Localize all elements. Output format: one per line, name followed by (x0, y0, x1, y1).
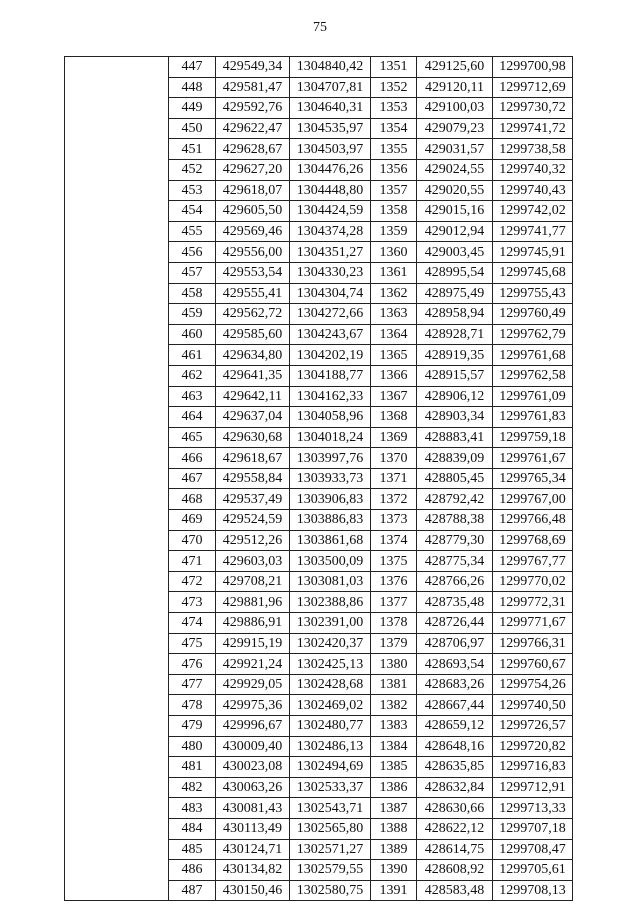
point-number-cell: 471 (169, 551, 216, 572)
x-coordinate-cell: 429630,68 (216, 427, 290, 448)
point-number-cell: 448 (169, 77, 216, 98)
y-coordinate-cell: 1303933,73 (290, 468, 371, 489)
x-coordinate-cell: 428635,85 (417, 757, 493, 778)
point-number-cell: 1363 (371, 304, 417, 325)
x-coordinate-cell: 429558,84 (216, 468, 290, 489)
x-coordinate-cell: 428805,45 (417, 468, 493, 489)
point-number-cell: 1383 (371, 716, 417, 737)
point-number-cell: 458 (169, 283, 216, 304)
y-coordinate-cell: 1303081,03 (290, 571, 371, 592)
y-coordinate-cell: 1303500,09 (290, 551, 371, 572)
point-number-cell: 1355 (371, 139, 417, 160)
point-number-cell: 451 (169, 139, 216, 160)
y-coordinate-cell: 1299726,57 (493, 716, 573, 737)
point-number-cell: 462 (169, 365, 216, 386)
x-coordinate-cell: 429975,36 (216, 695, 290, 716)
point-number-cell: 1389 (371, 839, 417, 860)
point-number-cell: 1387 (371, 798, 417, 819)
point-number-cell: 487 (169, 880, 216, 901)
x-coordinate-cell: 428839,09 (417, 448, 493, 469)
point-number-cell: 485 (169, 839, 216, 860)
y-coordinate-cell: 1304188,77 (290, 365, 371, 386)
point-number-cell: 1376 (371, 571, 417, 592)
point-number-cell: 1361 (371, 262, 417, 283)
x-coordinate-cell: 428614,75 (417, 839, 493, 860)
point-number-cell: 454 (169, 201, 216, 222)
y-coordinate-cell: 1299755,43 (493, 283, 573, 304)
point-number-cell: 482 (169, 777, 216, 798)
y-coordinate-cell: 1299730,72 (493, 98, 573, 119)
point-number-cell: 1380 (371, 654, 417, 675)
y-coordinate-cell: 1304058,96 (290, 407, 371, 428)
x-coordinate-cell: 429585,60 (216, 324, 290, 345)
y-coordinate-cell: 1304840,42 (290, 57, 371, 78)
point-number-cell: 1381 (371, 674, 417, 695)
y-coordinate-cell: 1302565,80 (290, 818, 371, 839)
y-coordinate-cell: 1304424,59 (290, 201, 371, 222)
point-number-cell: 483 (169, 798, 216, 819)
page-number: 75 (313, 20, 327, 35)
y-coordinate-cell: 1302579,55 (290, 860, 371, 881)
y-coordinate-cell: 1299705,61 (493, 860, 573, 881)
x-coordinate-cell: 429015,16 (417, 201, 493, 222)
x-coordinate-cell: 429581,47 (216, 77, 290, 98)
point-number-cell: 1372 (371, 489, 417, 510)
y-coordinate-cell: 1302533,37 (290, 777, 371, 798)
x-coordinate-cell: 428928,71 (417, 324, 493, 345)
coordinates-table (64, 56, 573, 901)
point-number-cell: 1357 (371, 180, 417, 201)
x-coordinate-cell: 429881,96 (216, 592, 290, 613)
point-number-cell: 1373 (371, 510, 417, 531)
point-number-cell: 461 (169, 345, 216, 366)
y-coordinate-cell: 1299761,68 (493, 345, 573, 366)
point-number-cell: 1368 (371, 407, 417, 428)
point-number-cell: 449 (169, 98, 216, 119)
point-number-cell: 1351 (371, 57, 417, 78)
x-coordinate-cell: 429627,20 (216, 159, 290, 180)
y-coordinate-cell: 1299754,26 (493, 674, 573, 695)
x-coordinate-cell: 428735,48 (417, 592, 493, 613)
y-coordinate-cell: 1299767,77 (493, 551, 573, 572)
x-coordinate-cell: 429553,54 (216, 262, 290, 283)
point-number-cell: 1391 (371, 880, 417, 901)
y-coordinate-cell: 1303861,68 (290, 530, 371, 551)
x-coordinate-cell: 428792,42 (417, 489, 493, 510)
y-coordinate-cell: 1299708,47 (493, 839, 573, 860)
point-number-cell: 1390 (371, 860, 417, 881)
x-coordinate-cell: 430009,40 (216, 736, 290, 757)
point-number-cell: 479 (169, 716, 216, 737)
x-coordinate-cell: 429549,34 (216, 57, 290, 78)
x-coordinate-cell: 429555,41 (216, 283, 290, 304)
point-number-cell: 1364 (371, 324, 417, 345)
point-number-cell: 1388 (371, 818, 417, 839)
x-coordinate-cell: 428775,34 (417, 551, 493, 572)
x-coordinate-cell: 428883,41 (417, 427, 493, 448)
point-number-cell: 1358 (371, 201, 417, 222)
x-coordinate-cell: 428648,16 (417, 736, 493, 757)
point-number-cell: 452 (169, 159, 216, 180)
x-coordinate-cell: 428726,44 (417, 613, 493, 634)
point-number-cell: 1371 (371, 468, 417, 489)
x-coordinate-cell: 429886,91 (216, 613, 290, 634)
y-coordinate-cell: 1299767,00 (493, 489, 573, 510)
y-coordinate-cell: 1302388,86 (290, 592, 371, 613)
x-coordinate-cell: 428630,66 (417, 798, 493, 819)
y-coordinate-cell: 1302469,02 (290, 695, 371, 716)
y-coordinate-cell: 1302486,13 (290, 736, 371, 757)
y-coordinate-cell: 1303906,83 (290, 489, 371, 510)
y-coordinate-cell: 1299762,58 (493, 365, 573, 386)
y-coordinate-cell: 1304351,27 (290, 242, 371, 263)
x-coordinate-cell: 429605,50 (216, 201, 290, 222)
y-coordinate-cell: 1299762,79 (493, 324, 573, 345)
y-coordinate-cell: 1299741,77 (493, 221, 573, 242)
y-coordinate-cell: 1299720,82 (493, 736, 573, 757)
y-coordinate-cell: 1304162,33 (290, 386, 371, 407)
y-coordinate-cell: 1304476,26 (290, 159, 371, 180)
y-coordinate-cell: 1302543,71 (290, 798, 371, 819)
y-coordinate-cell: 1302425,13 (290, 654, 371, 675)
point-number-cell: 1353 (371, 98, 417, 119)
x-coordinate-cell: 428608,92 (417, 860, 493, 881)
y-coordinate-cell: 1299761,09 (493, 386, 573, 407)
x-coordinate-cell: 429125,60 (417, 57, 493, 78)
x-coordinate-cell: 428622,12 (417, 818, 493, 839)
y-coordinate-cell: 1299712,91 (493, 777, 573, 798)
x-coordinate-cell: 429603,03 (216, 551, 290, 572)
point-number-cell: 1365 (371, 345, 417, 366)
y-coordinate-cell: 1304202,19 (290, 345, 371, 366)
x-coordinate-cell: 428919,35 (417, 345, 493, 366)
point-number-cell: 472 (169, 571, 216, 592)
y-coordinate-cell: 1304304,74 (290, 283, 371, 304)
point-number-cell: 481 (169, 757, 216, 778)
point-number-cell: 470 (169, 530, 216, 551)
y-coordinate-cell: 1304272,66 (290, 304, 371, 325)
x-coordinate-cell: 430081,43 (216, 798, 290, 819)
point-number-cell: 465 (169, 427, 216, 448)
point-number-cell: 463 (169, 386, 216, 407)
x-coordinate-cell: 430063,26 (216, 777, 290, 798)
x-coordinate-cell: 429003,45 (417, 242, 493, 263)
x-coordinate-cell: 429618,67 (216, 448, 290, 469)
point-number-cell: 1369 (371, 427, 417, 448)
x-coordinate-cell: 428779,30 (417, 530, 493, 551)
x-coordinate-cell: 429996,67 (216, 716, 290, 737)
x-coordinate-cell: 428683,26 (417, 674, 493, 695)
y-coordinate-cell: 1299712,69 (493, 77, 573, 98)
y-coordinate-cell: 1299713,33 (493, 798, 573, 819)
x-coordinate-cell: 428975,49 (417, 283, 493, 304)
point-number-cell: 1360 (371, 242, 417, 263)
y-coordinate-cell: 1299761,83 (493, 407, 573, 428)
y-coordinate-cell: 1304707,81 (290, 77, 371, 98)
point-number-cell: 457 (169, 262, 216, 283)
y-coordinate-cell: 1299707,18 (493, 818, 573, 839)
y-coordinate-cell: 1299700,98 (493, 57, 573, 78)
x-coordinate-cell: 429618,07 (216, 180, 290, 201)
point-number-cell: 1370 (371, 448, 417, 469)
point-number-cell: 480 (169, 736, 216, 757)
x-coordinate-cell: 428788,38 (417, 510, 493, 531)
point-number-cell: 450 (169, 118, 216, 139)
x-coordinate-cell: 429628,67 (216, 139, 290, 160)
y-coordinate-cell: 1299716,83 (493, 757, 573, 778)
y-coordinate-cell: 1299765,34 (493, 468, 573, 489)
point-number-cell: 453 (169, 180, 216, 201)
y-coordinate-cell: 1299740,50 (493, 695, 573, 716)
point-number-cell: 455 (169, 221, 216, 242)
x-coordinate-cell: 428766,26 (417, 571, 493, 592)
point-number-cell: 478 (169, 695, 216, 716)
y-coordinate-cell: 1299761,67 (493, 448, 573, 469)
point-number-cell: 460 (169, 324, 216, 345)
x-coordinate-cell: 429100,03 (417, 98, 493, 119)
x-coordinate-cell: 429512,26 (216, 530, 290, 551)
x-coordinate-cell: 428906,12 (417, 386, 493, 407)
x-coordinate-cell: 429120,11 (417, 77, 493, 98)
point-number-cell: 1359 (371, 221, 417, 242)
x-coordinate-cell: 429642,11 (216, 386, 290, 407)
y-coordinate-cell: 1299768,69 (493, 530, 573, 551)
x-coordinate-cell: 428583,48 (417, 880, 493, 901)
y-coordinate-cell: 1302580,75 (290, 880, 371, 901)
y-coordinate-cell: 1304535,97 (290, 118, 371, 139)
point-number-cell: 456 (169, 242, 216, 263)
x-coordinate-cell: 428693,54 (417, 654, 493, 675)
y-coordinate-cell: 1299766,31 (493, 633, 573, 654)
point-number-cell: 466 (169, 448, 216, 469)
point-number-cell: 447 (169, 57, 216, 78)
point-number-cell: 467 (169, 468, 216, 489)
point-number-cell: 474 (169, 613, 216, 634)
y-coordinate-cell: 1299740,32 (493, 159, 573, 180)
x-coordinate-cell: 430124,71 (216, 839, 290, 860)
x-coordinate-cell: 429556,00 (216, 242, 290, 263)
x-coordinate-cell: 429012,94 (417, 221, 493, 242)
point-number-cell: 1352 (371, 77, 417, 98)
x-coordinate-cell: 429079,23 (417, 118, 493, 139)
y-coordinate-cell: 1302480,77 (290, 716, 371, 737)
y-coordinate-cell: 1299760,67 (493, 654, 573, 675)
y-coordinate-cell: 1302428,68 (290, 674, 371, 695)
y-coordinate-cell: 1303997,76 (290, 448, 371, 469)
y-coordinate-cell: 1299742,02 (493, 201, 573, 222)
x-coordinate-cell: 429921,24 (216, 654, 290, 675)
x-coordinate-cell: 428958,94 (417, 304, 493, 325)
x-coordinate-cell: 429637,04 (216, 407, 290, 428)
y-coordinate-cell: 1302571,27 (290, 839, 371, 860)
point-number-cell: 1356 (371, 159, 417, 180)
y-coordinate-cell: 1299741,72 (493, 118, 573, 139)
x-coordinate-cell: 429562,72 (216, 304, 290, 325)
y-coordinate-cell: 1304018,24 (290, 427, 371, 448)
x-coordinate-cell: 428706,97 (417, 633, 493, 654)
x-coordinate-cell: 428995,54 (417, 262, 493, 283)
point-number-cell: 473 (169, 592, 216, 613)
x-coordinate-cell: 430023,08 (216, 757, 290, 778)
point-number-cell: 477 (169, 674, 216, 695)
y-coordinate-cell: 1299770,02 (493, 571, 573, 592)
point-number-cell: 1378 (371, 613, 417, 634)
x-coordinate-cell: 429708,21 (216, 571, 290, 592)
y-coordinate-cell: 1299759,18 (493, 427, 573, 448)
point-number-cell: 1375 (371, 551, 417, 572)
y-coordinate-cell: 1299772,31 (493, 592, 573, 613)
y-coordinate-cell: 1304640,31 (290, 98, 371, 119)
point-number-cell: 1386 (371, 777, 417, 798)
point-number-cell: 1385 (371, 757, 417, 778)
y-coordinate-cell: 1299745,91 (493, 242, 573, 263)
point-number-cell: 464 (169, 407, 216, 428)
point-number-cell: 469 (169, 510, 216, 531)
y-coordinate-cell: 1299740,43 (493, 180, 573, 201)
x-coordinate-cell: 428915,57 (417, 365, 493, 386)
x-coordinate-cell: 428903,34 (417, 407, 493, 428)
y-coordinate-cell: 1303886,83 (290, 510, 371, 531)
point-number-cell: 486 (169, 860, 216, 881)
y-coordinate-cell: 1304243,67 (290, 324, 371, 345)
y-coordinate-cell: 1304448,80 (290, 180, 371, 201)
empty-merged-cell (65, 57, 169, 901)
point-number-cell: 475 (169, 633, 216, 654)
point-number-cell: 1367 (371, 386, 417, 407)
y-coordinate-cell: 1302420,37 (290, 633, 371, 654)
y-coordinate-cell: 1299766,48 (493, 510, 573, 531)
x-coordinate-cell: 428632,84 (417, 777, 493, 798)
y-coordinate-cell: 1302494,69 (290, 757, 371, 778)
x-coordinate-cell: 429929,05 (216, 674, 290, 695)
y-coordinate-cell: 1299771,67 (493, 613, 573, 634)
x-coordinate-cell: 429031,57 (417, 139, 493, 160)
x-coordinate-cell: 429524,59 (216, 510, 290, 531)
y-coordinate-cell: 1299745,68 (493, 262, 573, 283)
y-coordinate-cell: 1304374,28 (290, 221, 371, 242)
point-number-cell: 476 (169, 654, 216, 675)
point-number-cell: 1384 (371, 736, 417, 757)
y-coordinate-cell: 1304330,23 (290, 262, 371, 283)
x-coordinate-cell: 430113,49 (216, 818, 290, 839)
x-coordinate-cell: 429634,80 (216, 345, 290, 366)
x-coordinate-cell: 428659,12 (417, 716, 493, 737)
point-number-cell: 1362 (371, 283, 417, 304)
coordinates-table-body (65, 57, 573, 901)
point-number-cell: 1354 (371, 118, 417, 139)
x-coordinate-cell: 429592,76 (216, 98, 290, 119)
y-coordinate-cell: 1299708,13 (493, 880, 573, 901)
point-number-cell: 1379 (371, 633, 417, 654)
y-coordinate-cell: 1299738,58 (493, 139, 573, 160)
y-coordinate-cell: 1302391,00 (290, 613, 371, 634)
x-coordinate-cell: 429537,49 (216, 489, 290, 510)
point-number-cell: 1382 (371, 695, 417, 716)
point-number-cell: 468 (169, 489, 216, 510)
x-coordinate-cell: 429020,55 (417, 180, 493, 201)
x-coordinate-cell: 429622,47 (216, 118, 290, 139)
table-row (65, 57, 573, 78)
point-number-cell: 459 (169, 304, 216, 325)
point-number-cell: 1366 (371, 365, 417, 386)
point-number-cell: 1374 (371, 530, 417, 551)
y-coordinate-cell: 1299760,49 (493, 304, 573, 325)
x-coordinate-cell: 429641,35 (216, 365, 290, 386)
x-coordinate-cell: 430150,46 (216, 880, 290, 901)
x-coordinate-cell: 429569,46 (216, 221, 290, 242)
x-coordinate-cell: 429915,19 (216, 633, 290, 654)
point-number-cell: 1377 (371, 592, 417, 613)
x-coordinate-cell: 430134,82 (216, 860, 290, 881)
y-coordinate-cell: 1304503,97 (290, 139, 371, 160)
point-number-cell: 484 (169, 818, 216, 839)
x-coordinate-cell: 429024,55 (417, 159, 493, 180)
x-coordinate-cell: 428667,44 (417, 695, 493, 716)
